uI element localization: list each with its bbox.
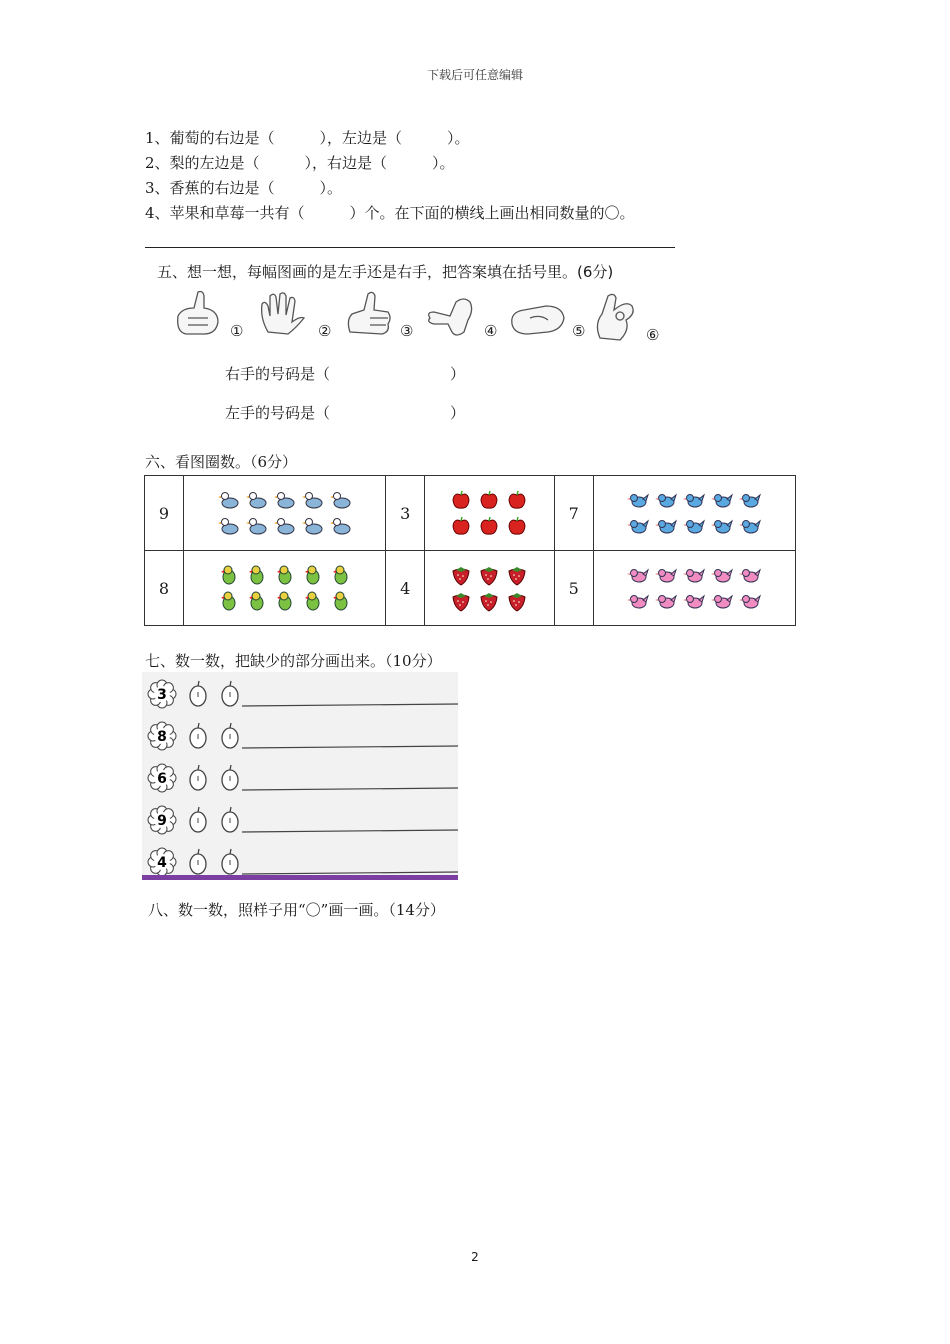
apple-icon <box>478 489 500 511</box>
pink-bird-icon <box>655 590 677 612</box>
left-hand-answer: 左手的号码是（ ） <box>225 404 466 422</box>
section5-title: 五、想一想，每幅图画的是左手还是右手，把答案填在括号里。(6分) <box>157 263 614 281</box>
worksheet-row <box>148 848 458 876</box>
section6-title: 六、看图圈数。（6分） <box>145 453 298 471</box>
hand-label-3: ③ <box>400 322 414 340</box>
strawberry-icon <box>478 564 500 586</box>
hand-5-icon <box>512 306 564 334</box>
number-cell: 9 <box>145 476 184 551</box>
picture-group <box>611 560 777 616</box>
strawberry-icon <box>478 590 500 612</box>
picture-group <box>436 560 542 616</box>
duck-icon <box>246 489 268 511</box>
pink-bird-icon <box>739 564 761 586</box>
duck-icon <box>330 489 352 511</box>
duck-icon <box>302 489 324 511</box>
parrot-icon <box>302 564 324 586</box>
question-1: 1、葡萄的右边是（ ），左边是（ ）。 <box>145 129 470 147</box>
counting-table <box>144 475 796 626</box>
pink-bird-icon <box>739 590 761 612</box>
blue-bird-icon <box>711 489 733 511</box>
blue-bird-icon <box>739 489 761 511</box>
pink-bird-icon <box>627 564 649 586</box>
row-number: 9 <box>157 813 167 829</box>
parrot-icon <box>302 590 324 612</box>
picture-group <box>611 485 777 541</box>
picture-cell <box>184 476 386 551</box>
picture-group <box>202 560 368 616</box>
worksheet-row <box>148 806 458 834</box>
parrot-icon <box>246 564 268 586</box>
hand-2-icon <box>262 293 304 334</box>
row-number: 3 <box>157 687 167 703</box>
strawberry-icon <box>450 564 472 586</box>
hand-3-icon <box>348 292 390 334</box>
parrot-icon <box>246 590 268 612</box>
strawberry-icon <box>506 564 528 586</box>
hand-4-icon <box>429 299 472 335</box>
pink-bird-icon <box>655 564 677 586</box>
parrot-icon <box>218 564 240 586</box>
parrot-icon <box>274 590 296 612</box>
number-cell: 3 <box>386 476 425 551</box>
duck-icon <box>274 515 296 537</box>
duck-icon <box>330 515 352 537</box>
table-row <box>145 551 796 626</box>
number-cell: 4 <box>386 551 425 626</box>
blue-bird-icon <box>655 515 677 537</box>
picture-group <box>202 485 368 541</box>
drawing-worksheet <box>142 672 458 880</box>
worksheet-row <box>148 764 458 792</box>
parrot-icon <box>274 564 296 586</box>
right-hand-answer: 右手的号码是（ ） <box>225 365 466 383</box>
section7-title: 七、数一数，把缺少的部分画出来。（10分） <box>145 652 442 670</box>
duck-icon <box>274 489 296 511</box>
pink-bird-icon <box>683 564 705 586</box>
picture-cell <box>593 476 795 551</box>
picture-cell <box>184 551 386 626</box>
pink-bird-icon <box>711 564 733 586</box>
blue-bird-icon <box>711 515 733 537</box>
duck-icon <box>218 515 240 537</box>
hand-label-5: ⑤ <box>572 322 586 340</box>
hand-1-icon <box>178 292 218 335</box>
pink-bird-icon <box>711 590 733 612</box>
apple-icon <box>506 515 528 537</box>
strawberry-icon <box>450 590 472 612</box>
row-number: 8 <box>157 729 167 745</box>
blue-bird-icon <box>655 489 677 511</box>
blue-bird-icon <box>683 515 705 537</box>
section8-title: 八、数一数，照样子用“〇”画一画。（14分） <box>148 901 445 919</box>
blue-bird-icon <box>627 515 649 537</box>
apple-icon <box>478 515 500 537</box>
picture-cell <box>425 551 555 626</box>
hand-label-2: ② <box>318 322 332 340</box>
table-row <box>145 476 796 551</box>
worksheet-rows <box>142 672 458 880</box>
question-3: 3、香蕉的右边是（ ）。 <box>145 179 343 197</box>
picture-cell <box>425 476 555 551</box>
worksheet-row <box>148 722 458 750</box>
parrot-icon <box>330 564 352 586</box>
apple-icon <box>506 489 528 511</box>
row-number: 4 <box>157 855 167 871</box>
picture-group <box>436 485 542 541</box>
apple-icon <box>450 489 472 511</box>
hand-label-1: ① <box>230 322 244 340</box>
question-4: 4、苹果和草莓一共有（ ）个。在下面的横线上画出相同数量的〇。 <box>145 204 635 222</box>
row-number: 6 <box>157 771 167 787</box>
blue-bird-icon <box>683 489 705 511</box>
hand-label-6: ⑥ <box>646 326 660 344</box>
question-2: 2、梨的左边是（ ），右边是（ ）。 <box>145 154 455 172</box>
blue-bird-icon <box>739 515 761 537</box>
parrot-icon <box>330 590 352 612</box>
blue-bird-icon <box>627 489 649 511</box>
hand-6-icon <box>597 294 633 340</box>
apple-icon <box>450 515 472 537</box>
duck-icon <box>246 515 268 537</box>
number-cell: 5 <box>554 551 593 626</box>
hands-illustration <box>168 288 658 348</box>
page-number: 2 <box>471 1250 479 1264</box>
worksheet-bottom-bar <box>142 875 458 880</box>
parrot-icon <box>218 590 240 612</box>
header-note: 下载后可任意编辑 <box>426 68 523 82</box>
strawberry-icon <box>506 590 528 612</box>
number-cell: 8 <box>145 551 184 626</box>
duck-icon <box>218 489 240 511</box>
picture-cell <box>593 551 795 626</box>
hand-label-4: ④ <box>484 322 498 340</box>
duck-icon <box>302 515 324 537</box>
pink-bird-icon <box>683 590 705 612</box>
number-cell: 7 <box>554 476 593 551</box>
answer-line <box>145 247 675 248</box>
worksheet-row <box>148 680 458 708</box>
pink-bird-icon <box>627 590 649 612</box>
